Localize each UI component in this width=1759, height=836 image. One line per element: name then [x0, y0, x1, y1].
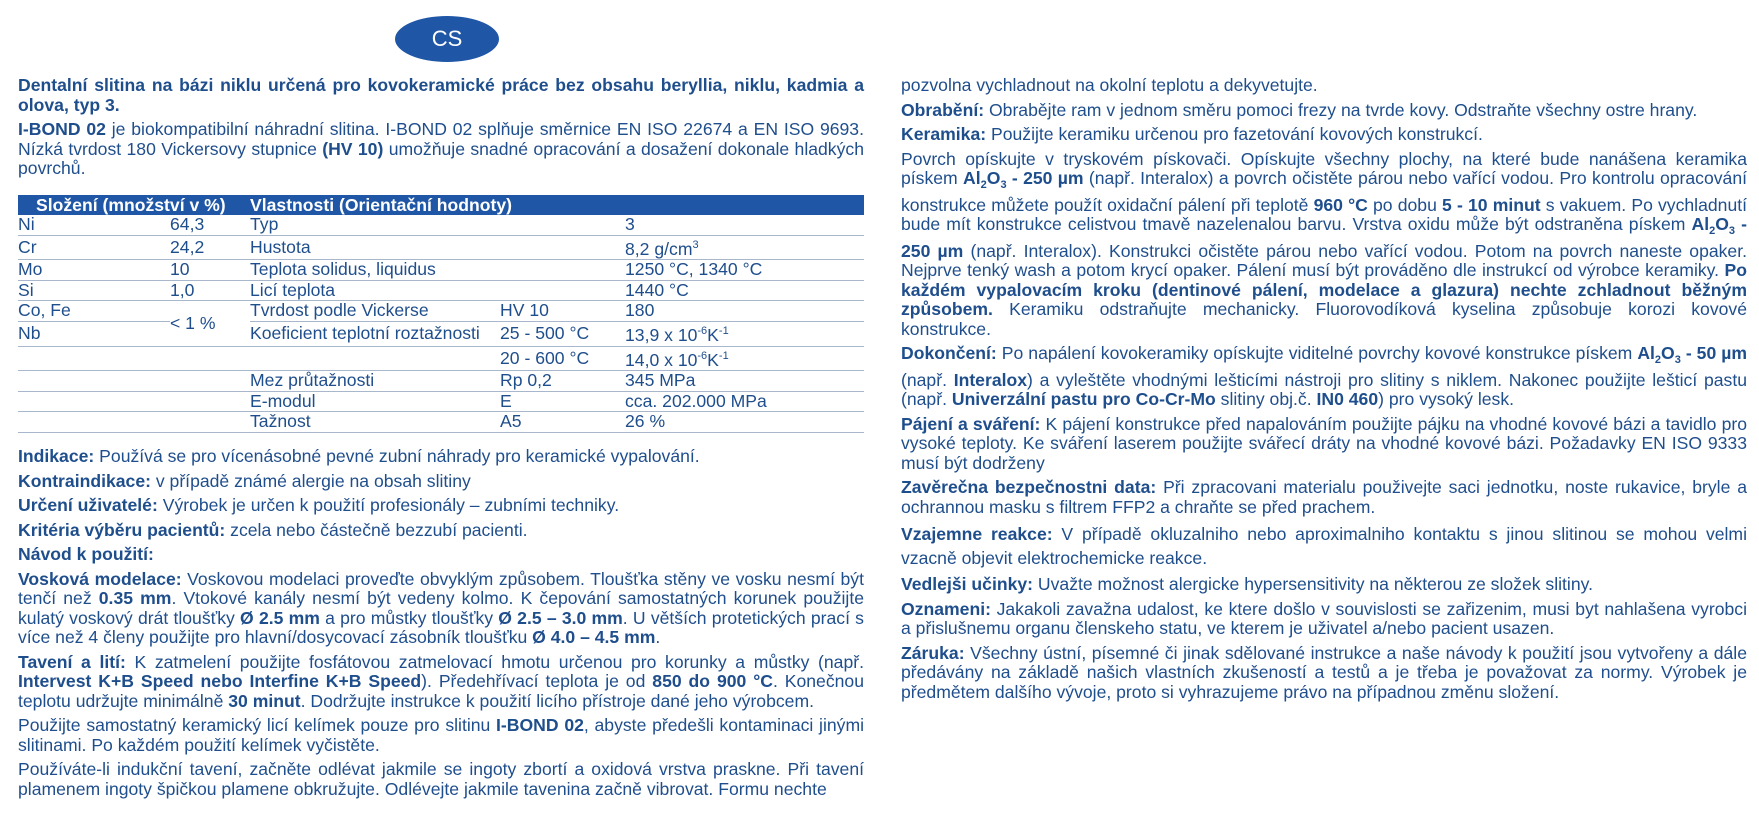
property-value: 345 MPa	[625, 371, 864, 392]
property-value: 8,2 $g/cm^3$	[625, 235, 864, 260]
property-name: Hustota	[250, 235, 500, 260]
property-condition	[500, 280, 625, 301]
contraindication-paragraph: Kontraindikace: v případě známé alergie na obsah slitiny	[18, 470, 471, 491]
safety-data-paragraph: Zavěrečna bezpečnostni data: Při zpracovani materialu použivejte saci jednotku, noste rukavice, bryle a ochrannou masku s filtrem FFP2 a chraňte se před prachem.	[901, 477, 1747, 517]
element-value: 24,2	[170, 235, 250, 260]
interactions-paragraph: Vzajemne reakce: V případě okluzalniho nebo aproximalniho kontaktu s jinou slitinou se mohou velmi vzacně objevit elektrochemicke reakce.	[901, 524, 1747, 568]
element-value: 1,0	[170, 280, 250, 301]
element-name: Si	[18, 280, 170, 301]
table-row	[18, 215, 864, 235]
machining-paragraph: Obrabění: Obrabějte ram v jednom směru pomoci frezy na tvrde kovy. Odstraňte všechny ostre hrany.	[901, 99, 1698, 120]
property-value: 14,0 x $10^{-6}K^{-1}$	[625, 346, 864, 371]
composition-header: Složení (množství v %)	[18, 195, 250, 216]
property-name: Koeficient teplotní roztažnosti	[250, 322, 500, 347]
table-row	[18, 301, 864, 322]
property-condition	[500, 215, 625, 235]
side-effects-paragraph: Vedlejši učinky: Uvažte možnost alergicke hypersensitivity na některou ze složek slitiny.	[901, 574, 1593, 594]
property-condition: Rp 0,2	[500, 371, 625, 392]
indication-paragraph: Indikace: Používá se pro vícenásobné pevné zubní náhrady pro keramické vypalování.	[18, 446, 700, 467]
element-value: 10	[170, 260, 250, 281]
element-name: Co, Fe	[18, 301, 170, 322]
property-condition	[500, 260, 625, 281]
property-name: Tažnost	[250, 412, 500, 433]
finishing-paragraph: Dokončení: Po napálení kovokeramiky opískujte viditelné povrchy kovové konstrukce pískem $Al_2O_3 - 50$ µm (např. Interalox) a vyleštěte vhodnými lešticími nástroji pro slitiny s niklem. Nakonec použijte lešticí pastu (např. Univerzální pastu pro Co-Cr-Mo slitiny obj.č. IN0 460) pro vysoký lesk.	[901, 343, 1748, 409]
table-row	[18, 235, 864, 260]
property-name: Tvrdost podle Vickerse	[250, 301, 500, 322]
soldering-paragraph: Pájení a sváření: K pájení konstrukce před napalováním použijte pájku na vhodné kovové bázi a tavidlo pro vysoké teploty. Ke sváření laserem použijte svářecí dráty na vhodné kovové bázi. Požadavky EN ISO 9333 musí být dodrženy	[901, 413, 1747, 473]
property-value: 1440 °C	[625, 280, 864, 301]
property-condition: E	[500, 391, 625, 412]
property-value: 26 %	[625, 412, 864, 433]
language-code: CS	[431, 26, 463, 51]
warranty-paragraph: Záruka: Všechny ústní, písemné či jinak sdělované instrukce a naše návody k použití jsou vytvořeny a dále předávány na základě našich vlastních zkušeností a testů a je třeba je považovat za normy. Výrobek je předmětem dalšího vývoje, proto si vyhrazujeme právo na případnou změnu složení.	[901, 642, 1747, 702]
element-value: < 1 %	[170, 301, 250, 346]
property-condition: 20 - 600 °C	[500, 346, 625, 371]
continuation-paragraph: pozvolna vychladnout na okolní teplotu a dekyvetujte.	[901, 75, 1318, 95]
property-name: E-modul	[250, 391, 500, 412]
property-name: Licí teplota	[250, 280, 500, 301]
property-value: 13,9 x $10^{-6}K^{-1}$	[625, 322, 864, 347]
patient-criteria-paragraph: Kritéria výběru pacientů: zcela nebo částečně bezzubí pacienti.	[18, 519, 528, 540]
property-value: 3	[625, 215, 864, 235]
induction-paragraph: Používáte-li indukční tavení, začněte odlévat jakmile se ingoty zbortí a oxidová vrstva praskne. Při tavení plamenem ingoty špičkou plamene obkružujte. Odlévejte jakmile tavenina začně vibrovat. Formu nechte	[18, 759, 864, 799]
language-badge	[395, 16, 499, 62]
table-row	[18, 412, 864, 433]
ceramics-paragraph: Keramika: Použijte keramiku určenou pro fazetování kovových konstrukcí.	[901, 124, 1483, 144]
instructions-heading: Návod k použití:	[18, 544, 154, 565]
property-name	[250, 346, 500, 371]
table-header-row	[18, 195, 864, 216]
composition-properties-table	[18, 195, 864, 434]
intended-users-paragraph: Určení uživatelé: Výrobek je určen k použití profesionály – zubními techniky.	[18, 495, 620, 516]
property-value: cca. 202.000 MPa	[625, 391, 864, 412]
property-name: Typ	[250, 215, 500, 235]
property-name: Teplota solidus, liquidus	[250, 260, 500, 281]
table-row	[18, 322, 864, 347]
property-value: 1250 °C, 1340 °C	[625, 260, 864, 281]
element-name: Cr	[18, 235, 170, 260]
right-column	[901, 76, 1747, 707]
element-name: Nb	[18, 322, 170, 347]
document-title: Dentalní slitina na bázi niklu určená pro kovokeramické práce bez obsahu beryllia, niklu, kadmia a olova, typ 3.	[18, 75, 864, 115]
property-name: Mez průtažnosti	[250, 371, 500, 392]
property-condition: A5	[500, 412, 625, 433]
element-name: Mo	[18, 260, 170, 281]
table-row	[18, 371, 864, 392]
intro-paragraph: I-BOND 02 je biokompatibilní náhradní slitina. I-BOND 02 splňuje směrnice EN ISO 22674 a EN ISO 9693. Nízká tvrdost 180 Vickersovy stupnice (HV 10) umožňuje snadné opracování a dosažení dokonale hladkých povrchů.	[18, 119, 864, 178]
property-value: 180	[625, 301, 864, 322]
wax-modeling-paragraph: Vosková modelace: Voskovou modelaci proveďte obvyklým způsobem. Tloušťka stěny ve vosku nesmí být tenčí než 0.35 mm. Vtokové kanály nesmí být vedeny kolmo. K čepování samostatných korunek použijte kulatý voskový drát tloušťky Ø 2.5 mm a pro můstky tloušťky Ø 2.5 – 3.0 mm. U větších protetických prací s více než 4 členy použijte pro hlavní/dosycovací zásobník tloušťku Ø 4.0 – 4.5 mm.	[18, 568, 865, 648]
melting-casting-paragraph: Tavení a lití: K zatmelení použijte fosfátovou zatmelovací hmotu určenou pro korunky a můstky (např. Intervest K+B Speed nebo Interfine K+B Speed). Předehřívací teplota je od 850 do 900 °C. Konečnou teplotu udržujte minimálně 30 minut. Dodržujte instrukce k použití licího přístroje dané jeho výrobcem.	[18, 651, 864, 711]
property-condition	[500, 235, 625, 260]
table-row	[18, 391, 864, 412]
left-column	[18, 76, 864, 804]
property-condition: 25 - 500 °C	[500, 322, 625, 347]
table-row	[18, 260, 864, 281]
properties-header: Vlastnosti (Orientační hodnoty)	[250, 195, 864, 216]
element-name: Ni	[18, 215, 170, 235]
element-value: 64,3	[170, 215, 250, 235]
surface-paragraph: Povrch opískujte v tryskovém pískovači. Opískujte všechny plochy, na které bude nanášena keramika pískem $Al_2O_3 - 250$ µm (např. Interalox) a povrch očistěte párou nebo vařící vodou. Pro kontrolu opracování konstrukce můžete použít oxidační pálení při teplotě 960 °C po dobu 5 - 10 minut s vakuem. Po vychladnutí bude mít konstrukce celistvou tmavě nazelenalou barvu. Vrstva oxidu může být odstraněna pískem $Al_2O_3 - 250$ µm (např. Interalox). Konstrukci očistěte párou nebo vařící vodou. Potom na povrch naneste opaker. Nejprve tenký wash a potom krycí opaker. Pálení musí být prováděno dle instrukcí od výrobce keramiky. Po každém vypalovacím kroku (dentinové pálení, modelace a glazura) nechte zchladnout běžným způsobem. Keramiku odstraňujte mechanicky. Fluorovodíková kyselina způsobuje korozi kovové konstrukce.	[901, 148, 1748, 339]
property-condition: HV 10	[500, 301, 625, 322]
notification-paragraph: Oznameni: Jakakoli zavažna udalost, ke ktere došlo v souvislosti se zařizenim, musi byt nahlašena vyrobci a přislušnemu organu členskeho statu, ve kterem je uživatel a/nebo pacient usazen.	[901, 598, 1747, 638]
table-row	[18, 280, 864, 301]
table-row	[18, 346, 864, 371]
crucible-paragraph: Použijte samostatný keramický licí kelímek pouze pro slitinu I-BOND 02, abyste předešli kontaminaci jinými slitinami. Po každém použití kelímek vyčistěte.	[18, 715, 865, 755]
